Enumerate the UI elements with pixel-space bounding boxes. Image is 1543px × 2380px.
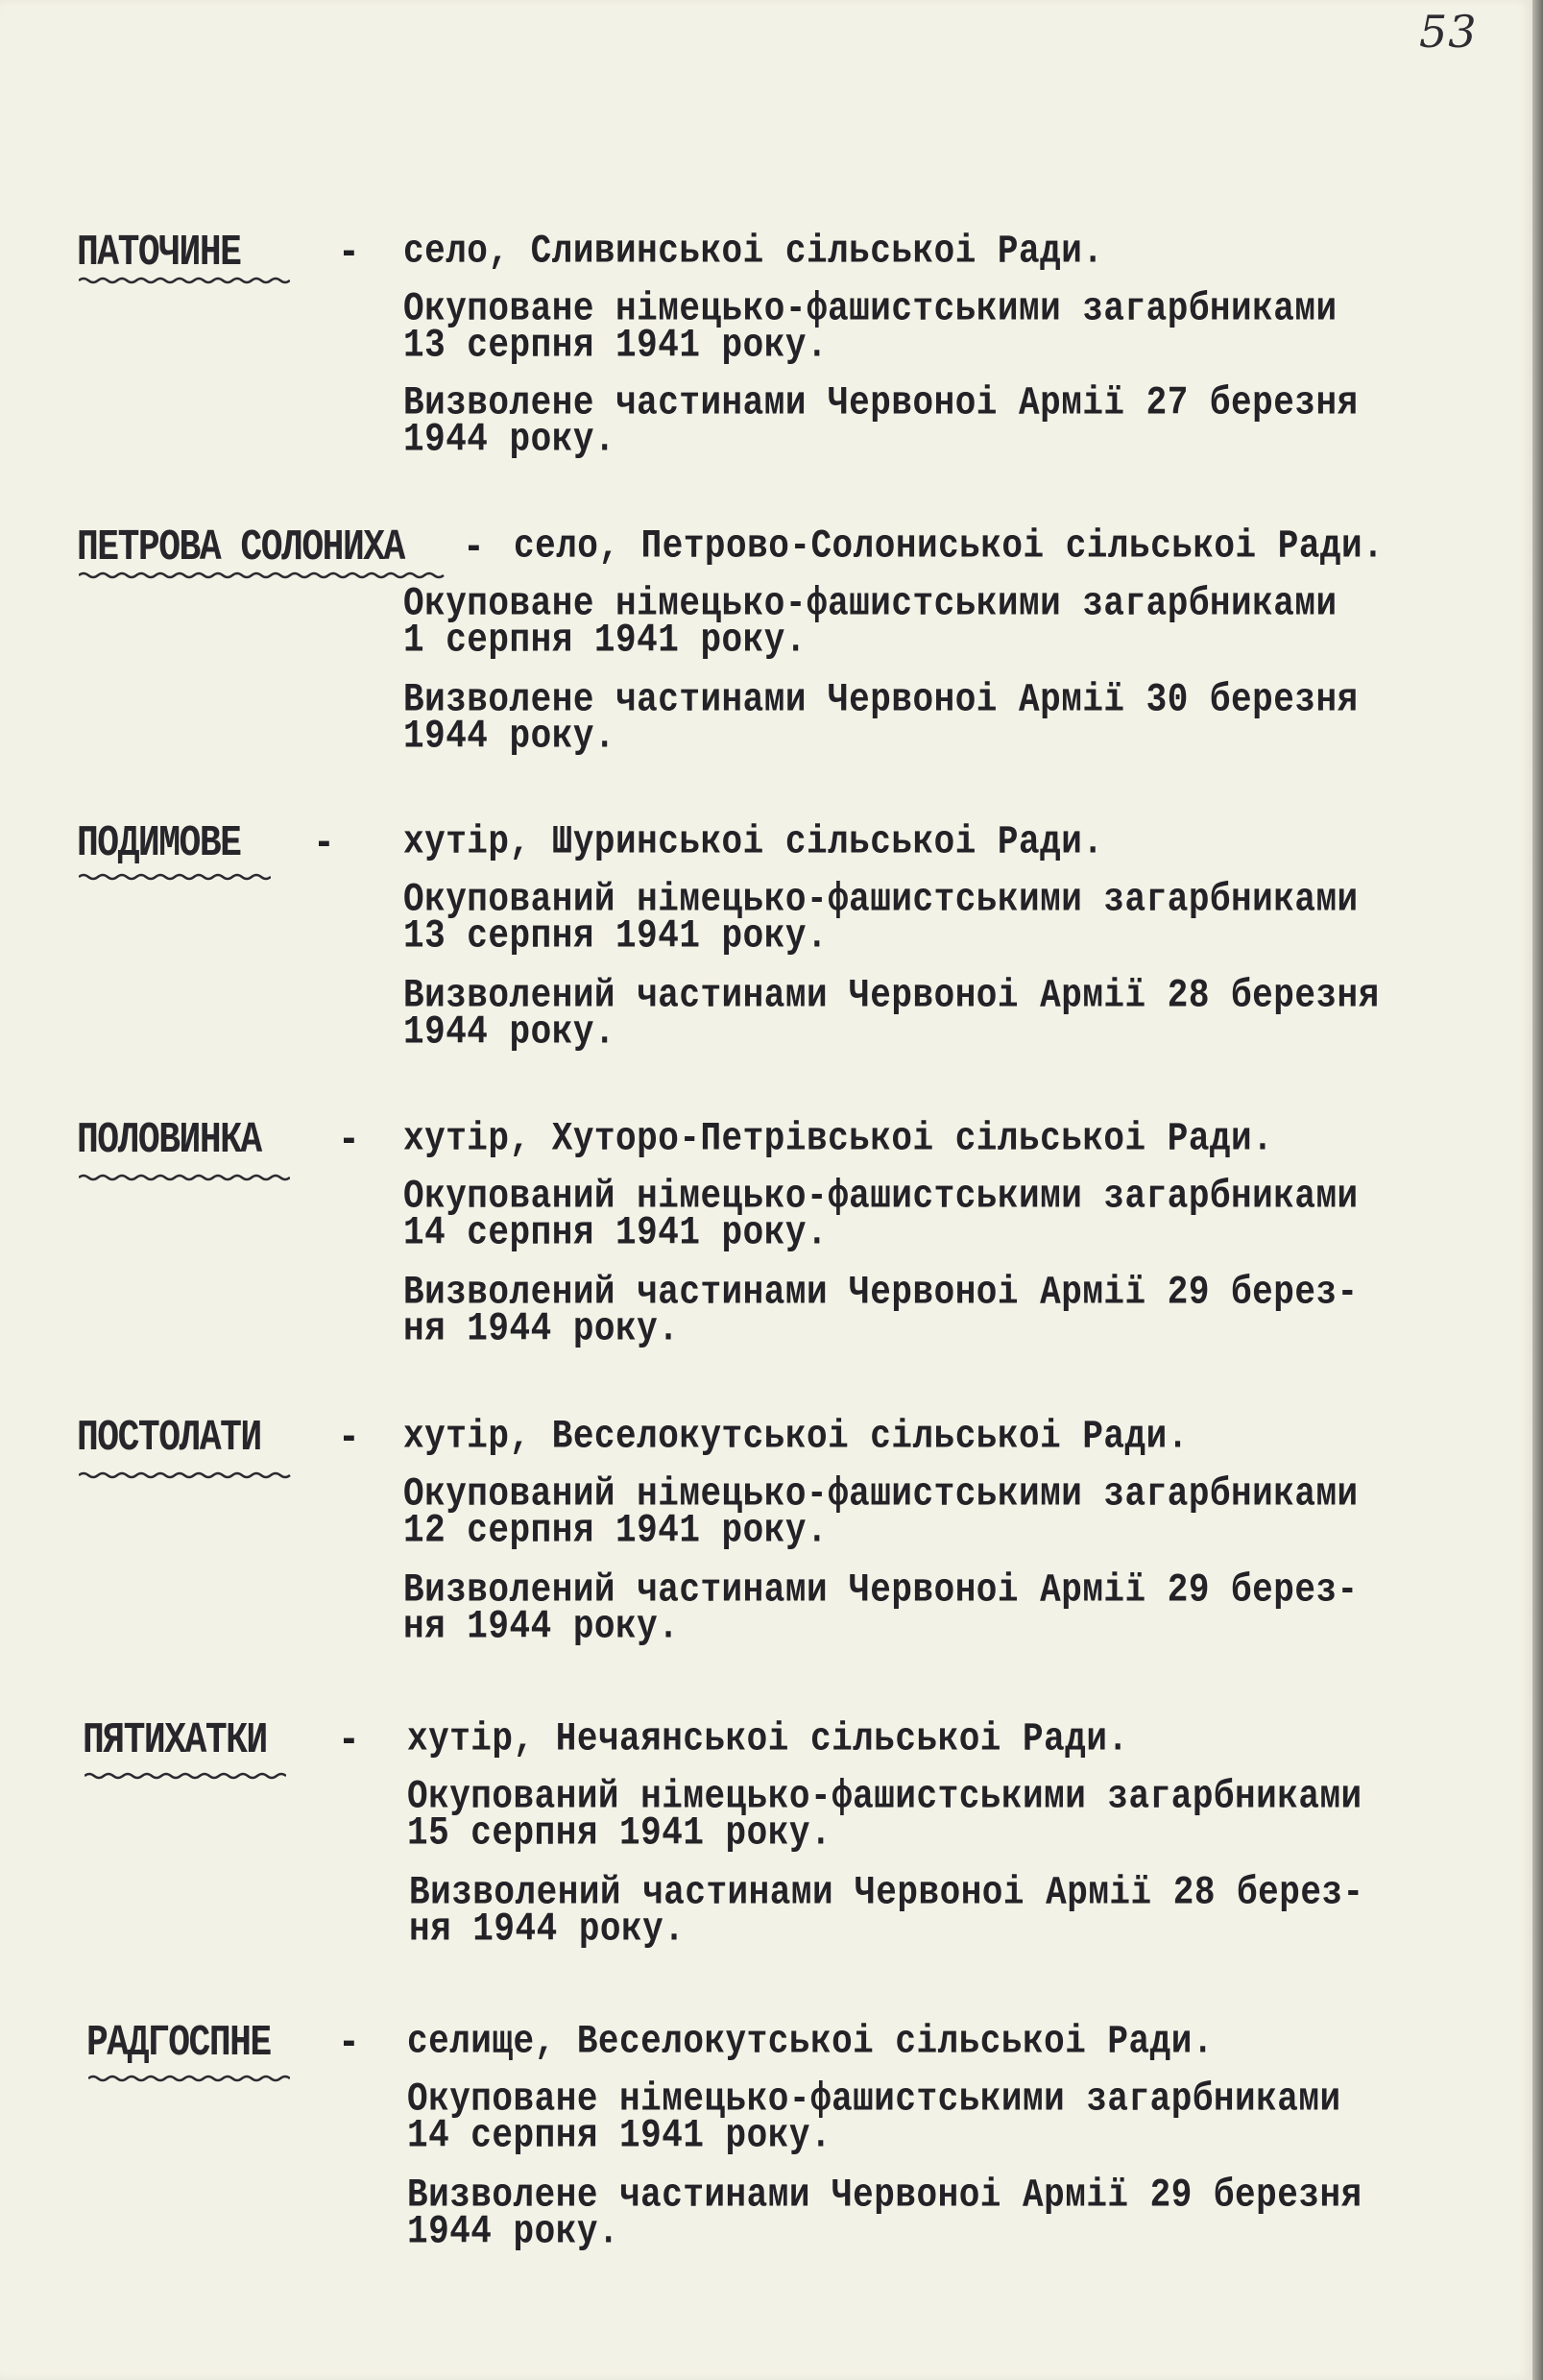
name-underline xyxy=(88,2075,290,2082)
entry-line: Визволене частинами Червоноі Армії 30 березня xyxy=(403,677,1359,723)
entry-line: ня 1944 року. xyxy=(409,1906,686,1953)
entry xyxy=(0,523,1532,764)
entry-line: ня 1944 року. xyxy=(403,1604,680,1650)
entry-name: ПЕТРОВА СОЛОНИХА xyxy=(77,523,404,573)
entry-line: Визволений частинами Червоноі Армії 28 берез- xyxy=(409,1870,1364,1916)
entry-line: хутір, Нечаянськоі сільськоі Ради. xyxy=(407,1716,1129,1762)
entry-name: ПЯТИХАТКИ xyxy=(83,1716,267,1766)
entry-line: 1944 року. xyxy=(403,1009,616,1056)
entry-line: селище, Веселокутськоі сільськоі Ради. xyxy=(407,2019,1214,2065)
page-edge xyxy=(1532,0,1543,2380)
entry xyxy=(0,1414,1532,1654)
entry-dash: - xyxy=(338,1716,360,1766)
name-underline xyxy=(79,873,271,881)
entry-line: Визволений частинами Червоноі Армії 29 берез- xyxy=(403,1270,1359,1316)
entry xyxy=(0,2019,1532,2259)
entry-line: Визволений частинами Червоноі Армії 29 берез- xyxy=(403,1567,1359,1614)
entry-line: село, Петрово-Солониськоі сільськоі Ради. xyxy=(514,523,1385,570)
entry xyxy=(0,229,1532,469)
entry-dash: - xyxy=(338,229,360,279)
entry xyxy=(0,819,1532,1059)
entry-line: 13 серпня 1941 року. xyxy=(403,913,829,959)
entry-line: Окуповане німецько-фашистськими загарбниками xyxy=(407,2076,1341,2123)
entry-name: ПОДИМОВЕ xyxy=(77,819,241,869)
entry-line: Визволений частинами Червоноі Армії 28 березня xyxy=(403,973,1380,1019)
entry-line: 1944 року. xyxy=(403,714,616,760)
entry-line: Визволене частинами Червоноі Армії 29 березня xyxy=(407,2173,1362,2219)
entry-line: ня 1944 року. xyxy=(403,1306,680,1352)
name-underline xyxy=(79,277,290,284)
entry-line: хутір, Хуторо-Петрівськоі сільськоі Ради. xyxy=(403,1116,1274,1162)
entry-line: Окуповане німецько-фашистськими загарбниками xyxy=(403,581,1338,627)
entry-name: ПАТОЧИНЕ xyxy=(77,229,241,279)
page-number: 53 xyxy=(1419,6,1478,58)
name-underline xyxy=(84,1772,286,1780)
name-underline xyxy=(79,571,448,579)
entry-line: 1 серпня 1941 року. xyxy=(403,618,807,664)
entry-dash: - xyxy=(338,1414,360,1464)
entry xyxy=(0,1716,1532,1956)
entry-line: Окупований німецько-фашистськими загарбниками xyxy=(407,1774,1362,1820)
entry xyxy=(0,1116,1532,1356)
entry-dash: - xyxy=(463,523,485,573)
entry-line: 1944 року. xyxy=(407,2209,620,2255)
entry-line: Визволене частинами Червоноі Армії 27 березня xyxy=(403,380,1359,426)
entry-line: 14 серпня 1941 року. xyxy=(403,1210,829,1256)
entry-dash: - xyxy=(313,819,335,869)
entry-line: 14 серпня 1941 року. xyxy=(407,2113,832,2159)
entry-line: Окупований німецько-фашистськими загарбниками xyxy=(403,1174,1359,1220)
name-underline xyxy=(79,1471,292,1479)
entry-line: хутір, Шуринськоі сільськоі Ради. xyxy=(403,819,1104,865)
entry-line: Окупований німецько-фашистськими загарбниками xyxy=(403,1471,1359,1518)
entry-line: 12 серпня 1941 року. xyxy=(403,1508,829,1554)
entry-line: хутір, Веселокутськоі сільськоі Ради. xyxy=(403,1414,1189,1460)
entry-line: Окупований німецько-фашистськими загарбниками xyxy=(403,877,1359,923)
entry-line: село, Сливинськоі сільськоі Ради. xyxy=(403,229,1104,275)
entry-line: Окуповане німецько-фашистськими загарбниками xyxy=(403,286,1338,332)
name-underline xyxy=(79,1174,290,1181)
entry-name: ПОСТОЛАТИ xyxy=(77,1414,261,1464)
entry-line: 13 серпня 1941 року. xyxy=(403,323,829,369)
entry-dash: - xyxy=(338,1116,360,1166)
entry-name: ПОЛОВИНКА xyxy=(77,1116,261,1166)
entry-line: 15 серпня 1941 року. xyxy=(407,1810,832,1857)
entry-line: 1944 року. xyxy=(403,417,616,463)
entry-dash: - xyxy=(338,2019,360,2069)
entry-name: РАДГОСПНЕ xyxy=(86,2019,271,2069)
